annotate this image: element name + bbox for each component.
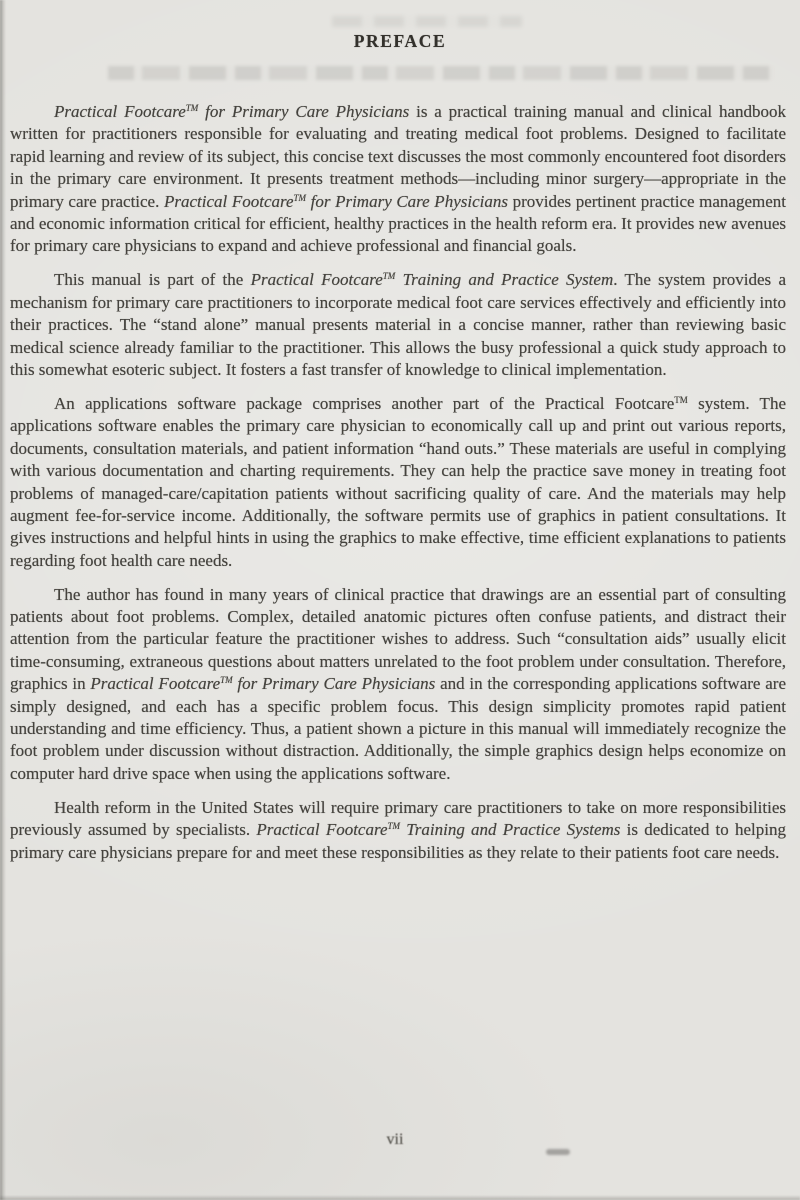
page-number: vii	[386, 1131, 404, 1148]
preface-paragraph-4: The author has found in many years of clinical practice that drawings are an essential part of consulting patients about foot problems. Complex, detailed anatomic pictures often confuse patients, and distract their attention from the particular feature the practitioner wishes to address. Such “consultation aids” usually elicit time-consuming, extraneous questions about matters unrelated to the foot problem under consultation. Therefore, graphics in Practical Footcare™ for Primary Care Physicians and in the corresponding applications software are simply designed, and each has a specific problem focus. This design simplicity promotes rapid patient understanding and time efficiency. Thus, a patient shown a picture in this manual will immediately recognize the foot problem under discussion without distraction. Additionally, the simple graphics design helps economize on computer hard drive space when using the applications software.	[10, 584, 786, 783]
page-title: PREFACE	[353, 31, 447, 51]
preface-paragraph-5: Health reform in the United States will require primary care practitioners to take on more responsibilities previously assumed by specialists. Practical Footcare™ Training and Practice Systems is dedicated to helping primary care physicians prepare for and meet these responsibilities as they relate to their patients foot care needs.	[10, 797, 786, 862]
preface-paragraph-3: An applications software package comprises another part of the Practical Footcare™ system. The applications software enables the primary care physician to economically call up and print out various reports, documents, consultation materials, and patient information “hand outs.” These materials are useful in complying with various documentation and charting requirements. They can help the practice save money in treating foot problems of managed-care/capitation patients without sacrificing quality of care. And the materials may help augment fee-for-service income. Additionally, the software permits use of graphics in patient consultations. It gives instructions and helpful hints in using the graphics to make effective, time efficient explanations to patients regarding foot health care needs.	[10, 393, 786, 570]
preface-paragraph-2: This manual is part of the Practical Footcare™ Training and Practice System. The system provides a mechanism for primary care practitioners to incorporate medical foot care services effectively and efficiently into their practices. The “stand alone” manual presents material in a concise manner, rather than reviewing basic medical science already familiar to the practitioner. This allows the busy professional a quick study approach to this somewhat esoteric subject. It fosters a fast transfer of knowledge to clinical implementation.	[10, 270, 786, 379]
scan-gutter-shadow	[0, 0, 6, 1200]
page-bleed-artifact-bottom	[546, 1149, 570, 1155]
page-bleed-artifact-top	[332, 16, 522, 27]
preface-body	[10, 101, 786, 876]
preface-paragraph-1: Practical Footcare™ for Primary Care Physicians is a practical training manual and clinical handbook written for practitioners responsible for evaluating and treating medical foot problems. Designed to facilitate rapid learning and review of its subject, this concise text discusses the most commonly encountered foot disorders in the primary care environment. It presents treatment methods—including minor surgery—appropriate in the primary care practice. Practical Footcare™ for Primary Care Physicians provides pertinent practice management and economic information critical for efficient, healthy practices in the health reform era. It provides new avenues for primary care physicians to expand and achieve professional and financial goals.	[10, 102, 786, 256]
scan-bottom-shadow	[0, 1195, 800, 1200]
page-bleed-artifact-line	[108, 66, 774, 80]
